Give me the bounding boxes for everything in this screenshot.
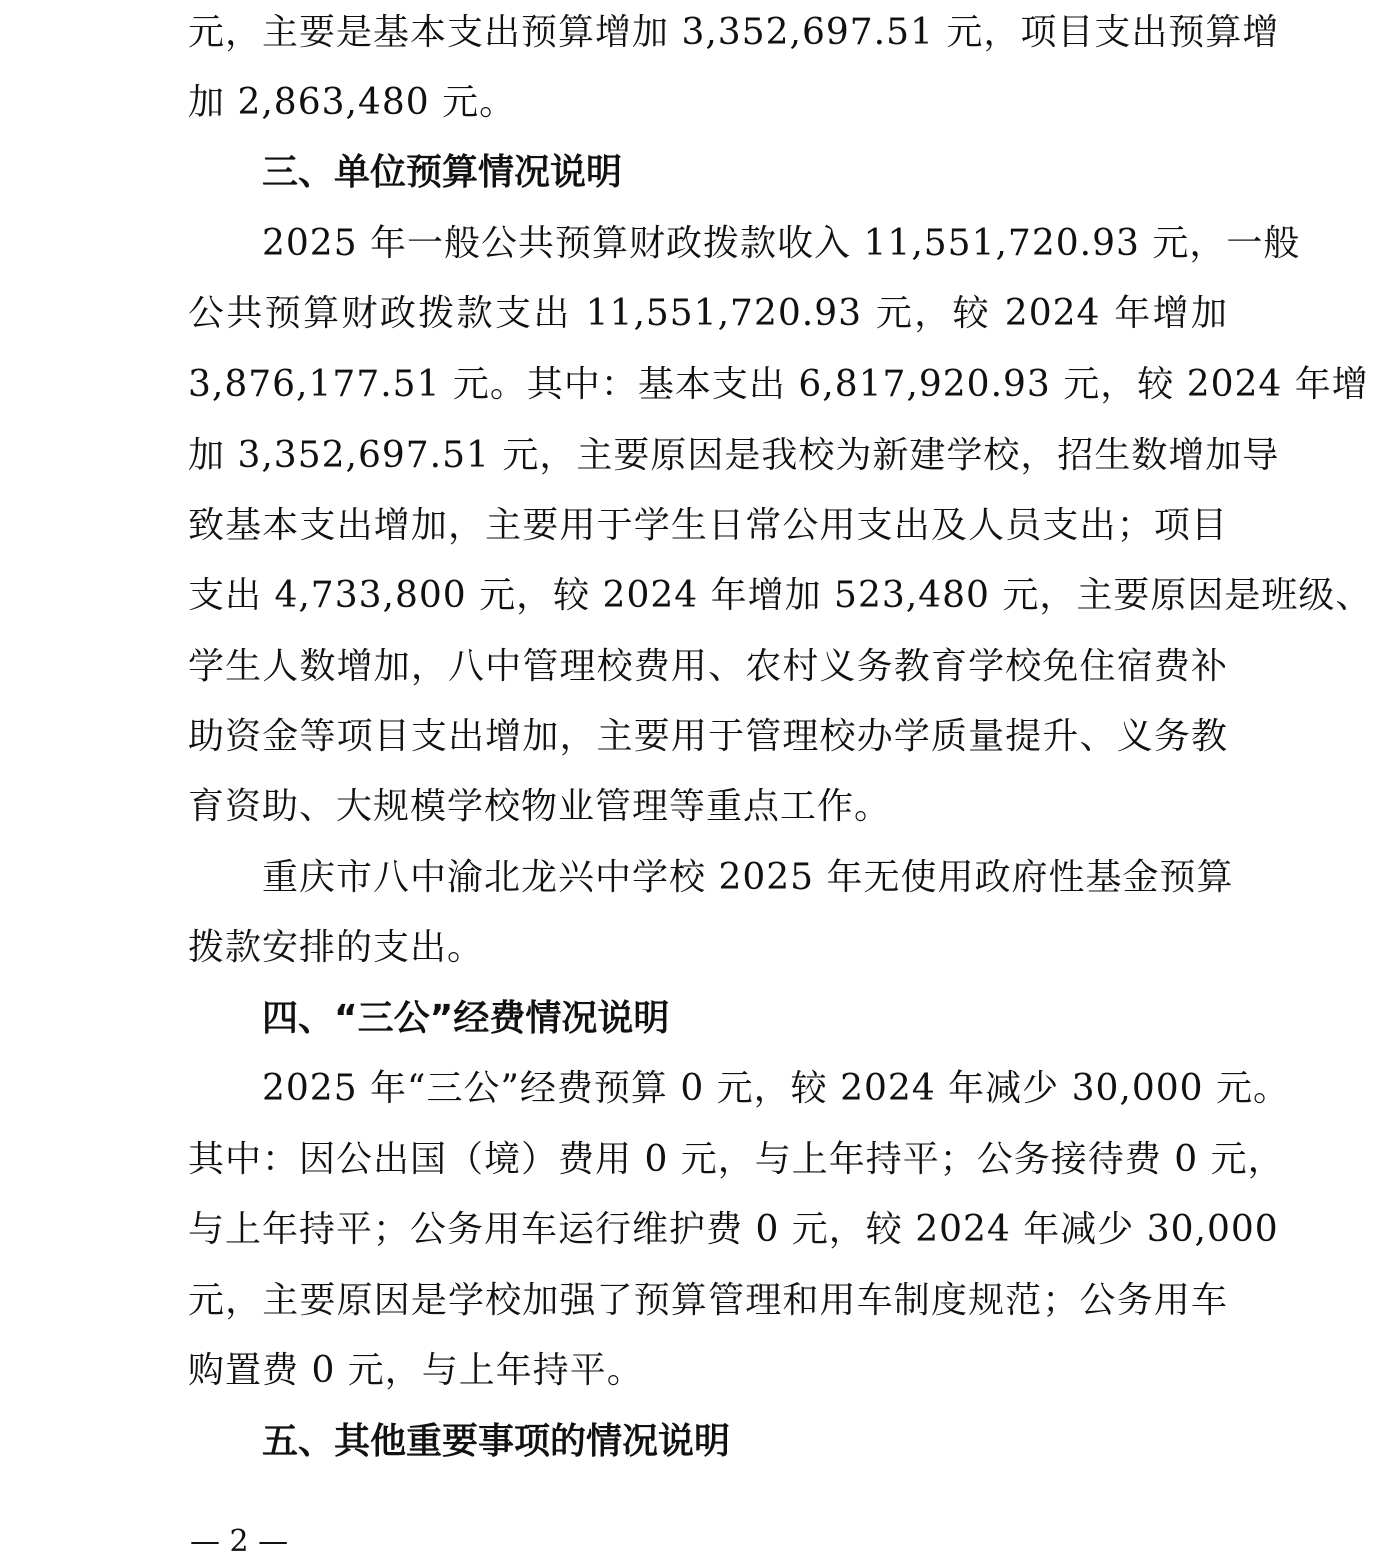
paragraph-line: 3,876,177.51 元。其中：基本支出 6,817,920.93 元，较 2024 年增	[188, 364, 1369, 405]
paragraph-line: 2025 年一般公共预算财政拨款收入 11,551,720.93 元，一般	[262, 223, 1301, 264]
section-heading-3: 三、单位预算情况说明	[262, 152, 623, 193]
section-heading-4: 四、“三公”经费情况说明	[262, 998, 670, 1039]
paragraph-line: 元，主要是基本支出预算增加 3,352,697.51 元，项目支出预算增	[188, 12, 1280, 53]
paragraph-line: 购置费 0 元，与上年持平。	[188, 1350, 644, 1391]
paragraph-line: 公共预算财政拨款支出 11,551,720.93 元，较 2024 年增加	[188, 293, 1228, 334]
paragraph-line: 学生人数增加，八中管理校费用、农村义务教育学校免住宿费补	[188, 646, 1228, 687]
paragraph-line: 助资金等项目支出增加，主要用于管理校办学质量提升、义务教	[188, 716, 1228, 757]
paragraph-line: 2025 年“三公”经费预算 0 元，较 2024 年减少 30,000 元。	[262, 1068, 1291, 1109]
page-number: — 2 —	[190, 1524, 289, 1559]
paragraph-line: 拨款安排的支出。	[188, 927, 485, 968]
paragraph-line: 育资助、大规模学校物业管理等重点工作。	[188, 786, 892, 827]
paragraph-line: 加 2,863,480 元。	[188, 82, 517, 123]
paragraph-line: 其中：因公出国（境）费用 0 元，与上年持平；公务接待费 0 元，	[188, 1139, 1285, 1180]
section-heading-5: 五、其他重要事项的情况说明	[262, 1421, 731, 1462]
paragraph-line: 加 3,352,697.51 元，主要原因是我校为新建学校，招生数增加导	[188, 435, 1280, 476]
paragraph-line: 元，主要原因是学校加强了预算管理和用车制度规范；公务用车	[188, 1280, 1228, 1321]
paragraph-line: 重庆市八中渝北龙兴中学校 2025 年无使用政府性基金预算	[262, 857, 1234, 898]
paragraph-line: 致基本支出增加，主要用于学生日常公用支出及人员支出；项目	[188, 505, 1228, 546]
paragraph-line: 支出 4,733,800 元，较 2024 年增加 523,480 元，主要原因是班级、	[188, 575, 1373, 616]
paragraph-line: 与上年持平；公务用车运行维护费 0 元，较 2024 年减少 30,000	[188, 1209, 1279, 1250]
